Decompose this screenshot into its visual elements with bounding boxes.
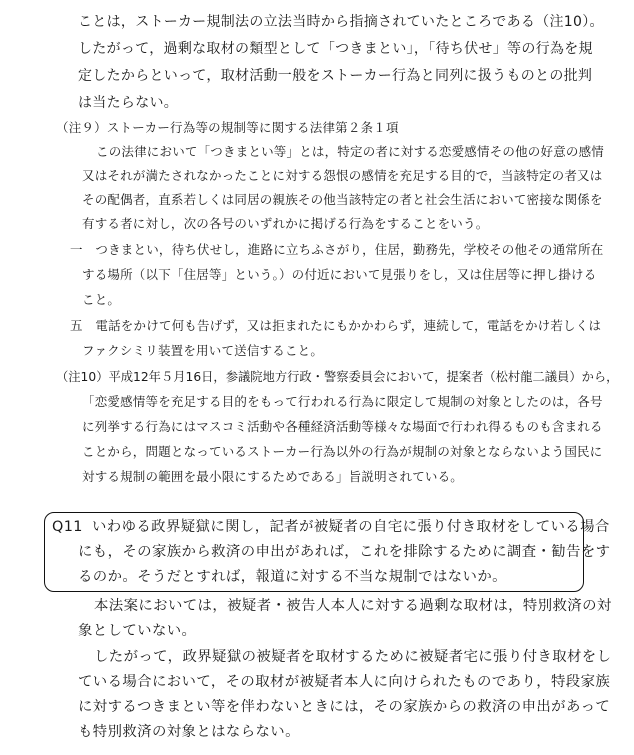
note-10-quote-line: 「恋愛感情等を充足する目的をもって行われる行為に限定して規制の対象としたのは，各号 <box>82 394 603 409</box>
note-9-item-1-line: する場所（以下「住居等」という。）の付近において見張りをし，又は住居等に押し掛ける <box>82 267 597 282</box>
note-9-item-5-line: 五 電話をかけて何も告げず，又は拒まれたにもかかわらず，連続して，電話をかけ若しくは <box>70 318 602 333</box>
intro-line: したがって，過剰な取材の類型として「つきまとい」，「待ち伏せ」等の行為を規 <box>78 41 593 57</box>
answer-line: したがって，政界疑獄の被疑者を取材するために被疑者宅に張り付き取材をし <box>94 649 612 665</box>
note-10-quote-line: ことから，問題となっているストーカー行為以外の行為が規制の対象とならないよう国民に <box>82 444 603 459</box>
answer-line: に対するつきまとい等を伴わないときには，その家族からの救済の申出があって <box>78 699 611 715</box>
question-label: Q11 <box>52 519 83 535</box>
note-10-quote-line: 対する規制の範囲を最小限にするためである」旨説明されている。 <box>82 469 464 484</box>
note-9-body-line: その配偶者，直系若しくは同居の親族その他当該特定の者と社会生活において密接な関係を <box>82 192 603 207</box>
answer-line: 本法案においては，被疑者・被告人本人に対する過剰な取材は，特別救済の対 <box>94 598 612 614</box>
note-9-body-line: 有する者に対し，次の各号のいずれかに掲げる行為をすることをいう。 <box>82 216 489 231</box>
answer-line: ている場合において，その取材が被疑者本人に向けられたものであり，特段家族 <box>78 674 611 690</box>
answer-line: 象としていない。 <box>78 623 197 639</box>
note-9-heading: （注９）ストーカー行為等の規制等に関する法律第２条１項 <box>56 120 399 135</box>
intro-line: ことは，ストーカー規制法の立法当時から指摘されていたところである（注10）。 <box>78 14 604 30</box>
note-10-heading: （注10）平成12年５月16日，参議院地方行政・警察委員会において，提案者（松村龍二議員）から， <box>56 370 619 384</box>
note-9-item-5-line: ファクシミリ装置を用いて送信すること。 <box>82 343 324 358</box>
question-line: るのか。そうだとすれば，報道に対する不当な規制ではないか。 <box>78 569 507 585</box>
question-line: にも，その家族から救済の申出があれば，これを排除するために調査・勧告をす <box>78 544 611 560</box>
note-10-quote-line: に列挙する行為にはマスコミ活動や各種経済活動等様々な場面で行われ得るものも含まれる <box>82 419 603 434</box>
intro-line: 定したからといって，取材活動一般をストーカー行為と同列に扱うものとの批判 <box>78 68 593 84</box>
answer-line: も特別救済の対象とはならない。 <box>78 724 300 740</box>
note-9-item-1-line: 一 つきまとい，待ち伏せし，進路に立ちふさがり，住居，勤務先，学校その他その通常所在 <box>70 242 604 257</box>
note-9-body-line: 又はそれが満たされなかったことに対する怨恨の感情を充足する目的で，当該特定の者又は <box>82 168 603 183</box>
note-9-item-1-line: こと。 <box>82 292 121 307</box>
intro-line: は当たらない。 <box>78 95 179 111</box>
note-9-body-line: この法律において「つきまとい等」とは，特定の者に対する恋愛感情その他の好意の感情 <box>96 144 605 159</box>
question-line: いわゆる政界疑獄に関し，記者が被疑者の自宅に張り付き取材をしている場合 <box>92 519 610 535</box>
